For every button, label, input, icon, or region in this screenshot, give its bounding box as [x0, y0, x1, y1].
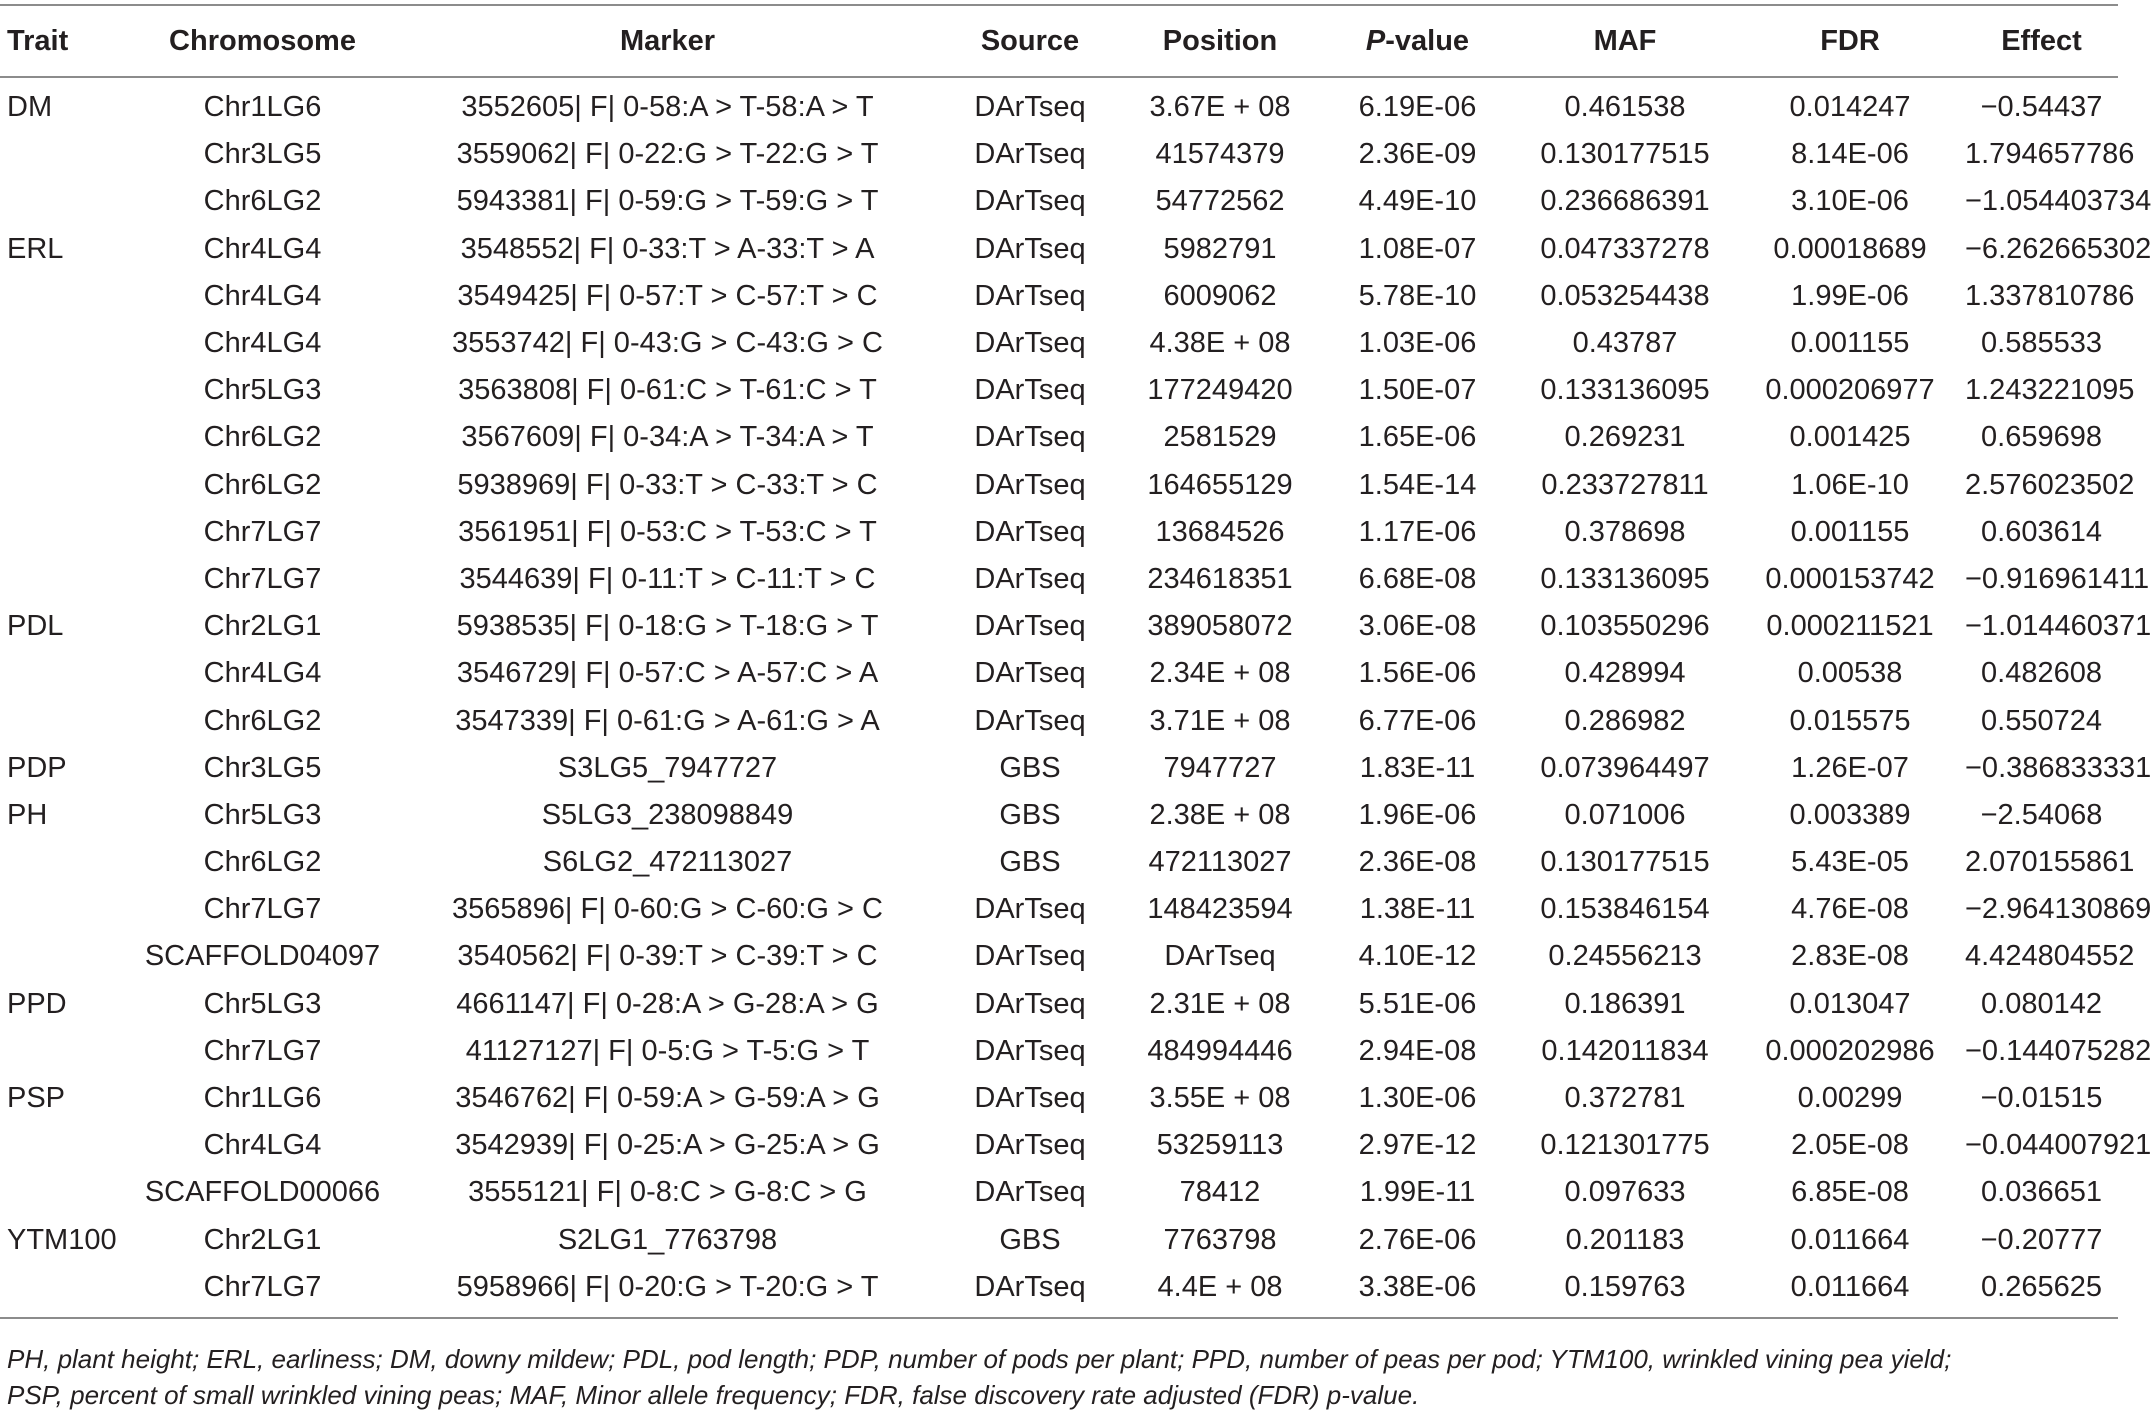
cell-pvalue: 3.38E-06: [1358, 1270, 1477, 1303]
cell-marker: 5943381| F| 0-59:G > T-59:G > T: [456, 185, 879, 218]
table-row: [0, 697, 2118, 744]
cell-fdr: 3.10E-06: [1791, 185, 1909, 218]
table-row: [0, 1028, 2118, 1075]
cell-fdr: 0.00538: [1797, 657, 1903, 690]
cell-chromosome: Chr6LG2: [203, 185, 322, 218]
cell-maf: 0.071006: [1564, 798, 1686, 831]
header-row: [0, 5, 2118, 77]
table-row: [0, 178, 2118, 225]
cell-pvalue: 6.19E-06: [1358, 91, 1477, 124]
cell-maf: 0.43787: [1572, 327, 1678, 360]
cell-pvalue: 1.17E-06: [1358, 515, 1477, 548]
table-row: [0, 509, 2118, 556]
table-row: [0, 1075, 2118, 1122]
cell-trait: [0, 556, 130, 603]
cell-pvalue: 5.51E-06: [1358, 987, 1477, 1020]
header-pvalue: [1320, 5, 1515, 77]
cell-chromosome: Chr7LG7: [203, 515, 322, 548]
header-pvalue-rest: -value: [1385, 24, 1470, 57]
cell-fdr: 0.013047: [1789, 987, 1911, 1020]
table-row: [0, 1122, 2118, 1169]
cell-pvalue: 1.38E-11: [1359, 893, 1476, 926]
cell-position: 41574379: [1155, 138, 1285, 171]
cell-source: DArTseq: [974, 279, 1086, 312]
cell-position: 2.34E + 08: [1149, 657, 1291, 690]
cell-maf: 0.103550296: [1540, 610, 1710, 643]
cell-effect: 1.794657786: [1965, 138, 2135, 171]
table-row: [0, 462, 2118, 509]
cell-pvalue: 1.56E-06: [1358, 657, 1477, 690]
cell-effect: 0.036651: [1981, 1176, 2102, 1209]
cell-pvalue: 1.83E-11: [1359, 751, 1476, 784]
cell-chromosome: Chr2LG1: [203, 1223, 322, 1256]
table-row: [0, 839, 2118, 886]
cell-pvalue: 2.76E-06: [1358, 1223, 1477, 1256]
cell-pvalue: 2.36E-08: [1358, 846, 1477, 879]
cell-source: DArTseq: [974, 421, 1086, 454]
cell-position: 54772562: [1155, 185, 1285, 218]
cell-maf: 0.133136095: [1540, 374, 1710, 407]
cell-source: DArTseq: [974, 1034, 1086, 1067]
cell-maf: 0.097633: [1564, 1176, 1686, 1209]
cell-marker: 3567609| F| 0-34:A > T-34:A > T: [461, 421, 874, 454]
results-table-container: [0, 4, 2151, 1319]
table-footnote: [7, 1341, 2107, 1413]
header-position: Position: [1162, 24, 1278, 57]
cell-marker: 3552605| F| 0-58:A > T-58:A > T: [461, 91, 874, 124]
cell-fdr: 0.000206977: [1765, 374, 1935, 407]
cell-maf: 0.269231: [1564, 421, 1686, 454]
cell-marker: 3547339| F| 0-61:G > A-61:G > A: [455, 704, 880, 737]
cell-position: 3.55E + 08: [1149, 1082, 1291, 1115]
cell-marker: S6LG2_472113027: [542, 846, 793, 879]
cell-marker: 3555121| F| 0-8:C > G-8:C > G: [468, 1176, 867, 1209]
cell-maf: 0.159763: [1564, 1270, 1686, 1303]
cell-effect: 4.424804552: [1965, 940, 2135, 973]
cell-source: DArTseq: [974, 515, 1086, 548]
cell-chromosome: SCAFFOLD00066: [144, 1176, 381, 1209]
cell-effect: −0.20777: [1980, 1223, 2103, 1256]
cell-maf: 0.428994: [1564, 657, 1686, 690]
cell-trait: [0, 320, 130, 367]
cell-fdr: 0.001425: [1789, 421, 1911, 454]
cell-trait: PDL: [7, 610, 64, 643]
cell-position: 4.38E + 08: [1149, 327, 1291, 360]
cell-pvalue: 4.10E-12: [1358, 940, 1477, 973]
cell-source: DArTseq: [974, 91, 1086, 124]
cell-position: 53259113: [1156, 1129, 1284, 1162]
cell-source: GBS: [999, 1223, 1061, 1256]
cell-source: DArTseq: [974, 138, 1086, 171]
cell-source: DArTseq: [974, 327, 1086, 360]
cell-trait: [0, 414, 130, 461]
cell-fdr: 0.000202986: [1765, 1034, 1935, 1067]
cell-effect: −2.964130869: [1965, 893, 2151, 926]
cell-source: DArTseq: [974, 468, 1086, 501]
header-pvalue-italic: P: [1365, 24, 1386, 57]
cell-fdr: 1.06E-10: [1791, 468, 1909, 501]
cell-marker: 3563808| F| 0-61:C > T-61:C > T: [458, 374, 877, 407]
cell-source: DArTseq: [974, 1082, 1086, 1115]
cell-maf: 0.130177515: [1540, 138, 1710, 171]
cell-fdr: 0.014247: [1789, 91, 1911, 124]
cell-position: 4.4E + 08: [1157, 1270, 1283, 1303]
cell-trait: PSP: [7, 1082, 66, 1115]
cell-marker: S2LG1_7763798: [557, 1223, 778, 1256]
cell-position: 78412: [1179, 1176, 1261, 1209]
cell-fdr: 0.001155: [1790, 515, 1910, 548]
table-row: [0, 367, 2118, 414]
cell-pvalue: 1.30E-06: [1358, 1082, 1477, 1115]
cell-trait: [0, 273, 130, 320]
cell-effect: −2.54068: [1980, 798, 2103, 831]
cell-marker: 3540562| F| 0-39:T > C-39:T > C: [457, 940, 878, 973]
cell-position: 234618351: [1147, 562, 1293, 595]
cell-effect: −0.044007921: [1965, 1129, 2151, 1162]
header-chromosome: Chromosome: [169, 24, 356, 57]
cell-source: DArTseq: [974, 374, 1086, 407]
cell-maf: 0.461538: [1564, 91, 1686, 124]
cell-marker: 3561951| F| 0-53:C > T-53:C > T: [458, 515, 877, 548]
cell-effect: 1.337810786: [1965, 279, 2135, 312]
cell-maf: 0.142011834: [1541, 1034, 1709, 1067]
cell-source: DArTseq: [974, 657, 1086, 690]
cell-source: GBS: [999, 751, 1061, 784]
cell-trait: [0, 131, 130, 178]
table-body: [0, 77, 2151, 1318]
table-header: [0, 5, 2118, 77]
cell-fdr: 0.001155: [1790, 327, 1910, 360]
cell-effect: 0.080142: [1981, 987, 2102, 1020]
table-row: [0, 1169, 2118, 1216]
cell-source: DArTseq: [974, 893, 1086, 926]
cell-position: 484994446: [1147, 1034, 1293, 1067]
cell-pvalue: 1.50E-07: [1358, 374, 1477, 407]
cell-chromosome: Chr7LG7: [203, 1034, 322, 1067]
cell-trait: DM: [7, 91, 53, 124]
cell-fdr: 5.43E-05: [1791, 846, 1909, 879]
cell-maf: 0.24556213: [1548, 940, 1702, 973]
cell-maf: 0.378698: [1564, 515, 1686, 548]
cell-trait: ERL: [7, 232, 64, 265]
cell-fdr: 2.05E-08: [1791, 1129, 1909, 1162]
cell-source: GBS: [999, 846, 1061, 879]
cell-fdr: 8.14E-06: [1791, 138, 1909, 171]
cell-chromosome: Chr7LG7: [203, 1270, 322, 1303]
cell-trait: [0, 933, 130, 980]
cell-position: 13684526: [1155, 515, 1285, 548]
cell-trait: PH: [7, 798, 48, 831]
cell-source: DArTseq: [974, 232, 1086, 265]
cell-trait: [0, 839, 130, 886]
header-fdr: FDR: [1820, 24, 1880, 57]
cell-maf: 0.201183: [1565, 1223, 1685, 1256]
cell-source: DArTseq: [974, 1176, 1086, 1209]
table-row: [0, 77, 2118, 131]
cell-trait: [0, 178, 130, 225]
cell-effect: −0.01515: [1980, 1082, 2103, 1115]
cell-effect: −1.054403734: [1965, 185, 2151, 218]
cell-pvalue: 1.99E-11: [1359, 1176, 1476, 1209]
cell-pvalue: 6.77E-06: [1358, 704, 1477, 737]
cell-trait: YTM100: [7, 1223, 117, 1256]
cell-position: 472113027: [1148, 846, 1292, 879]
cell-position: 389058072: [1147, 610, 1293, 643]
table-row: [0, 745, 2118, 792]
cell-effect: 0.482608: [1981, 657, 2102, 690]
cell-fdr: 0.00299: [1797, 1082, 1903, 1115]
cell-chromosome: Chr4LG4: [203, 1129, 322, 1162]
cell-effect: 2.576023502: [1965, 468, 2135, 501]
cell-pvalue: 2.36E-09: [1358, 138, 1477, 171]
cell-pvalue: 2.97E-12: [1358, 1129, 1477, 1162]
cell-effect: 0.265625: [1981, 1270, 2102, 1303]
cell-effect: −0.54437: [1980, 91, 2103, 124]
cell-fdr: 0.000153742: [1765, 562, 1935, 595]
cell-effect: 0.585533: [1981, 327, 2102, 360]
cell-pvalue: 2.94E-08: [1358, 1034, 1477, 1067]
cell-pvalue: 5.78E-10: [1358, 279, 1477, 312]
cell-trait: [0, 509, 130, 556]
cell-fdr: 0.015575: [1789, 704, 1911, 737]
cell-source: GBS: [999, 798, 1061, 831]
cell-marker: 3565896| F| 0-60:G > C-60:G > C: [452, 893, 883, 926]
cell-marker: 41127127| F| 0-5:G > T-5:G > T: [465, 1034, 870, 1067]
cell-chromosome: SCAFFOLD04097: [144, 940, 381, 973]
cell-source: DArTseq: [974, 987, 1086, 1020]
cell-marker: 3548552| F| 0-33:T > A-33:T > A: [460, 232, 875, 265]
cell-marker: S5LG3_238098849: [541, 798, 794, 831]
cell-maf: 0.233727811: [1541, 468, 1709, 501]
cell-chromosome: Chr4LG4: [203, 232, 322, 265]
cell-fdr: 0.003389: [1789, 798, 1911, 831]
cell-position: 2.38E + 08: [1149, 798, 1291, 831]
cell-source: DArTseq: [974, 562, 1086, 595]
cell-marker: 3546729| F| 0-57:C > A-57:C > A: [456, 657, 879, 690]
table-row: [0, 792, 2118, 839]
cell-chromosome: Chr1LG6: [203, 91, 322, 124]
table-row: [0, 650, 2118, 697]
gwas-results-table: [0, 4, 2151, 1319]
cell-position: 177249420: [1147, 374, 1293, 407]
cell-marker: 5958966| F| 0-20:G > T-20:G > T: [456, 1270, 879, 1303]
cell-source: DArTseq: [974, 185, 1086, 218]
cell-maf: 0.186391: [1564, 987, 1686, 1020]
cell-pvalue: 1.54E-14: [1358, 468, 1477, 501]
cell-trait: [0, 367, 130, 414]
cell-chromosome: Chr3LG5: [203, 138, 322, 171]
cell-marker: 5938535| F| 0-18:G > T-18:G > T: [456, 610, 879, 643]
cell-marker: 3559062| F| 0-22:G > T-22:G > T: [456, 138, 879, 171]
cell-trait: [0, 1028, 130, 1075]
cell-trait: PPD: [7, 987, 67, 1020]
table-row: [0, 556, 2118, 603]
cell-marker: 3553742| F| 0-43:G > C-43:G > C: [452, 327, 883, 360]
cell-pvalue: 3.06E-08: [1358, 610, 1477, 643]
cell-source: DArTseq: [974, 704, 1086, 737]
cell-maf: 0.236686391: [1540, 185, 1710, 218]
cell-effect: −0.916961411: [1965, 562, 2150, 595]
cell-chromosome: Chr6LG2: [203, 704, 322, 737]
cell-maf: 0.133136095: [1540, 562, 1710, 595]
cell-chromosome: Chr3LG5: [203, 751, 322, 784]
cell-marker: 3542939| F| 0-25:A > G-25:A > G: [455, 1129, 880, 1162]
cell-effect: 1.243221095: [1965, 374, 2135, 407]
cell-maf: 0.372781: [1564, 1082, 1686, 1115]
table-row: [0, 933, 2118, 980]
cell-fdr: 1.26E-07: [1791, 751, 1909, 784]
cell-pvalue: 1.08E-07: [1358, 232, 1477, 265]
cell-marker: 3544639| F| 0-11:T > C-11:T > C: [459, 562, 876, 595]
cell-position: 3.67E + 08: [1149, 91, 1291, 124]
cell-chromosome: Chr5LG3: [203, 374, 322, 407]
cell-marker: S3LG5_7947727: [557, 751, 778, 784]
cell-maf: 0.130177515: [1540, 846, 1710, 879]
cell-position: 7763798: [1163, 1223, 1277, 1256]
table-row: [0, 320, 2118, 367]
cell-position: 5982791: [1163, 232, 1277, 265]
cell-effect: 2.070155861: [1965, 846, 2135, 879]
table-row: [0, 1264, 2118, 1318]
cell-source: DArTseq: [974, 1129, 1086, 1162]
cell-trait: [0, 650, 130, 697]
cell-effect: −6.262665302: [1965, 232, 2151, 265]
cell-fdr: 1.99E-06: [1791, 279, 1909, 312]
cell-fdr: 0.011664: [1790, 1223, 1910, 1256]
cell-chromosome: Chr4LG4: [203, 327, 322, 360]
cell-fdr: 0.011664: [1790, 1270, 1910, 1303]
cell-pvalue: 6.68E-08: [1358, 562, 1477, 595]
cell-trait: [0, 1169, 130, 1216]
table-row: [0, 886, 2118, 933]
table-row: [0, 273, 2118, 320]
cell-chromosome: Chr5LG3: [203, 987, 322, 1020]
cell-marker: 3546762| F| 0-59:A > G-59:A > G: [455, 1082, 880, 1115]
cell-trait: [0, 462, 130, 509]
cell-fdr: 4.76E-08: [1791, 893, 1909, 926]
table-row: [0, 131, 2118, 178]
table-row: [0, 226, 2118, 273]
cell-effect: −0.144075282: [1965, 1034, 2151, 1067]
table-row: [0, 981, 2118, 1028]
cell-pvalue: 1.03E-06: [1358, 327, 1477, 360]
cell-effect: 0.603614: [1981, 515, 2102, 548]
cell-marker: 5938969| F| 0-33:T > C-33:T > C: [457, 468, 878, 501]
cell-chromosome: Chr5LG3: [203, 798, 322, 831]
cell-chromosome: Chr6LG2: [203, 468, 322, 501]
header-trait: Trait: [7, 24, 69, 57]
cell-trait: [0, 1122, 130, 1169]
cell-source: DArTseq: [974, 610, 1086, 643]
cell-position: 3.71E + 08: [1149, 704, 1291, 737]
cell-effect: −0.386833331: [1965, 751, 2151, 784]
cell-trait: PDP: [7, 751, 67, 784]
cell-position: 2581529: [1163, 421, 1277, 454]
cell-source: DArTseq: [974, 1270, 1086, 1303]
cell-chromosome: Chr2LG1: [203, 610, 322, 643]
cell-position: 164655129: [1147, 468, 1293, 501]
cell-position: 7947727: [1163, 751, 1277, 784]
footnote-line-2: PSP, percent of small wrinkled vining peas; MAF, Minor allele frequency; FDR, false discovery rate adjusted (FDR) p-value.: [7, 1380, 1420, 1410]
cell-pvalue: 1.65E-06: [1358, 421, 1477, 454]
cell-chromosome: Chr4LG4: [203, 279, 322, 312]
cell-trait: [0, 886, 130, 933]
table-row: [0, 414, 2118, 461]
table-row: [0, 1217, 2118, 1264]
cell-maf: 0.047337278: [1540, 232, 1710, 265]
footnote-line-1: PH, plant height; ERL, earliness; DM, downy mildew; PDL, pod length; PDP, number of pods per plant; PPD, number of peas per pod; YTM100, wrinkled vining pea yield;: [7, 1344, 1952, 1374]
cell-chromosome: Chr6LG2: [203, 421, 322, 454]
cell-maf: 0.121301775: [1540, 1129, 1710, 1162]
cell-position: DArTseq: [1164, 940, 1276, 973]
cell-position: 6009062: [1163, 279, 1277, 312]
cell-effect: −1.014460371: [1965, 610, 2151, 643]
cell-fdr: 0.00018689: [1773, 232, 1927, 265]
cell-marker: 4661147| F| 0-28:A > G-28:A > G: [456, 987, 879, 1020]
cell-pvalue: 4.49E-10: [1358, 185, 1477, 218]
header-effect: Effect: [2001, 24, 2082, 57]
cell-source: DArTseq: [974, 940, 1086, 973]
cell-chromosome: Chr7LG7: [203, 562, 322, 595]
cell-position: 2.31E + 08: [1149, 987, 1291, 1020]
header-marker: Marker: [619, 24, 716, 57]
table-row: [0, 603, 2118, 650]
cell-effect: 0.550724: [1981, 704, 2102, 737]
cell-chromosome: Chr6LG2: [203, 846, 322, 879]
cell-chromosome: Chr7LG7: [203, 893, 322, 926]
cell-trait: [0, 1264, 130, 1318]
cell-pvalue: 1.96E-06: [1358, 798, 1477, 831]
cell-chromosome: Chr4LG4: [203, 657, 322, 690]
cell-maf: 0.153846154: [1540, 893, 1710, 926]
cell-marker: 3549425| F| 0-57:T > C-57:T > C: [457, 279, 878, 312]
header-source: Source: [980, 24, 1080, 57]
cell-position: 148423594: [1147, 893, 1293, 926]
cell-chromosome: Chr1LG6: [203, 1082, 322, 1115]
cell-fdr: 2.83E-08: [1791, 940, 1909, 973]
cell-maf: 0.073964497: [1540, 751, 1710, 784]
cell-maf: 0.053254438: [1540, 279, 1710, 312]
header-maf: MAF: [1593, 24, 1657, 57]
cell-maf: 0.286982: [1564, 704, 1686, 737]
cell-effect: 0.659698: [1981, 421, 2102, 454]
cell-fdr: 6.85E-08: [1791, 1176, 1909, 1209]
cell-fdr: 0.000211521: [1766, 610, 1934, 643]
cell-trait: [0, 697, 130, 744]
